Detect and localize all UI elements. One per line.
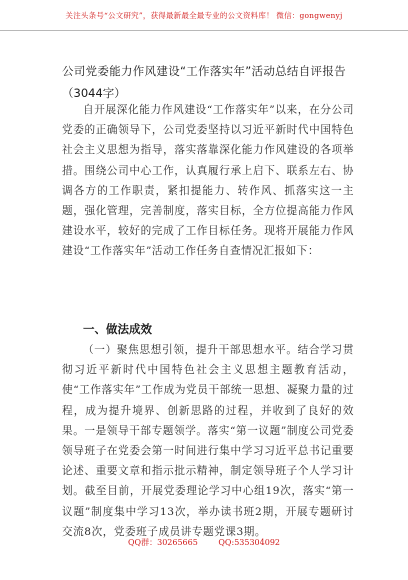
section-paragraph: （一）聚焦思想引领，提升干部思想水平。结合学习贯彻习近平新时代中国特色社会主义思想主题教育活动，使“工作落实年”工作成为党员干部统一思想、凝聚力量的过程，成为提升境界、创新思路的过程，并收到了良好的效果。一是领导干部专题领学。落实“第一议题”制度公司党委领导班子在党委会第一时间进行集中学习习近平总书记重要论述、重要文章和指示批示精神，制定领导班子个人学习计划。截至目前，开展党委理论学习中心组19次，落实“第一议题”制度集中学习13次，举办读书班2期，开展专题研讨交流8次，党委班子成员讲专题党课3期。 bbox=[62, 344, 354, 538]
document-title: 公司党委能力作风建设“工作落实年”活动总结自评报告 bbox=[62, 64, 346, 78]
document-word-count: （3044字） bbox=[62, 86, 126, 100]
footer-qq-number: QQ:535304092 bbox=[218, 538, 280, 547]
footer-qq-group: QQ群：30265665 bbox=[127, 538, 198, 547]
intro-paragraph: 自开展深化能力作风建设“工作落实年”以来，在分公司党委的正确领导下，公司党委坚持以习近平新时代中国特色社会主义思想为指导，落实落靠深化能力作风建设的各项举措。围绕公司中心工作，认真履行承上启下、联系左右、协调各方的工作职责，紧扣提能力、转作风、抓落实这一主题，强化管理，完善制度，落实目标，全方位提高能力作风建设水平，较好的完成了工作目标任务。现将开展能力作风建设“工作落实年”活动工作任务自查情况汇报如下： bbox=[62, 104, 354, 258]
header-banner: 关注头条号“公文研究”，获得最新最全最专业的公文资料库！ 微信：gongwenyj bbox=[65, 11, 343, 20]
header-divider bbox=[0, 30, 408, 31]
section-heading: 一、做法成效 bbox=[83, 322, 152, 336]
footer-contact-bar bbox=[0, 537, 408, 548]
